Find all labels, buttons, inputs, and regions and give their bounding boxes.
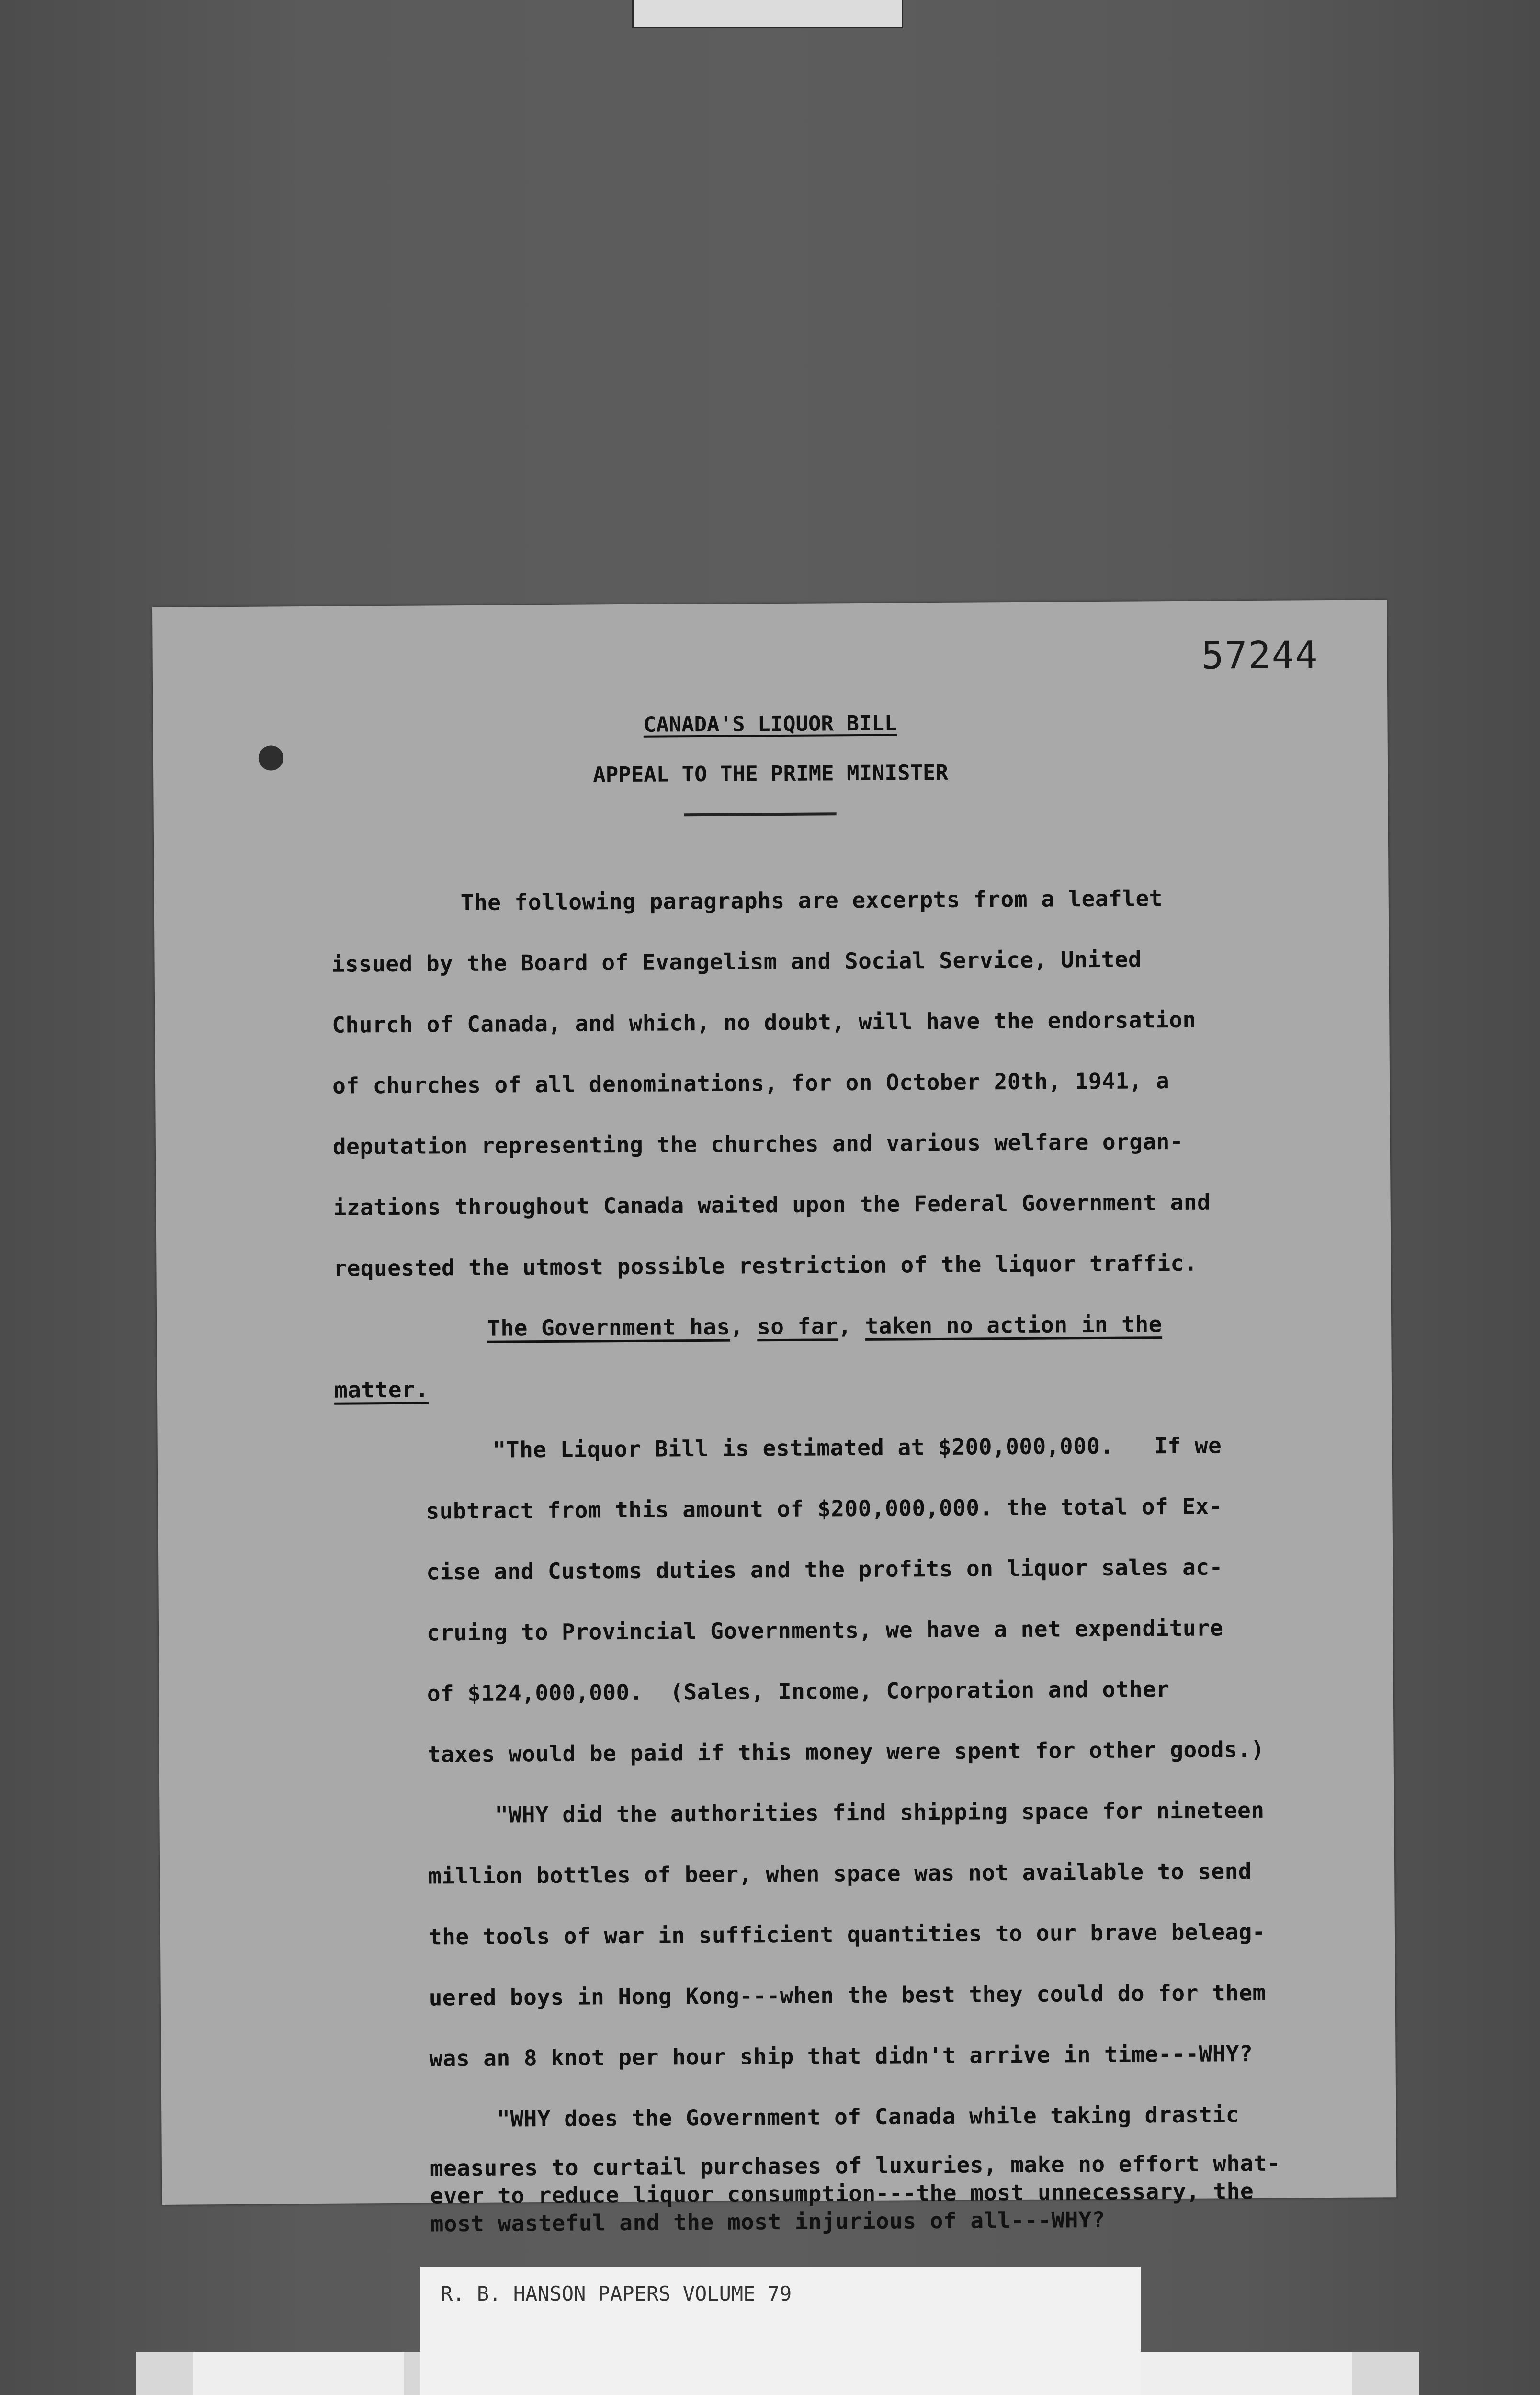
quote-line: uered boys in Hong Kong---when the best they could do for them — [429, 1979, 1266, 2011]
underlined-phrase: so far — [757, 1313, 838, 1340]
underlined-phrase: The Government has — [487, 1313, 730, 1341]
quote-line: "The Liquor Bill is estimated at $200,000,000. If we — [492, 1432, 1222, 1463]
body-line: izations throughout Canada waited upon the Federal Government and — [333, 1189, 1211, 1220]
body-line: requested the utmost possible restriction of the liquor traffic. — [333, 1250, 1198, 1281]
quote-line: million bottles of beer, when space was not available to send — [428, 1858, 1252, 1889]
quote-line: most wasteful and the most injurious of all---WHY? — [430, 2206, 1106, 2237]
quote-line: of $124,000,000. (Sales, Income, Corporation and other — [427, 1676, 1170, 1707]
quote-line: "WHY does the Government of Canada while taking drastic — [497, 2101, 1240, 2132]
quote-line: was an 8 knot per hour ship that didn't arrive in time---WHY? — [429, 2041, 1253, 2072]
body-line: of churches of all denominations, for on October 20th, 1941, a — [332, 1068, 1170, 1099]
underlined-phrase: taken no action in the — [865, 1311, 1163, 1339]
top-tab-strip — [632, 0, 903, 28]
collection-label — [420, 2267, 1141, 2395]
separator: , — [730, 1313, 758, 1340]
tape-strip — [136, 2352, 193, 2395]
quote-line: cise and Customs duties and the profits on liquor sales ac- — [426, 1554, 1223, 1585]
underlined-sentence — [487, 1310, 1162, 1343]
underlined-sentence-end — [334, 1375, 429, 1404]
body-line: issued by the Board of Evangelism and Social Service, United — [331, 946, 1142, 977]
quote-line: ever to reduce liquor consumption---the most unnecessary, the — [430, 2178, 1254, 2209]
folio-number: 57244 — [1201, 634, 1319, 678]
body-line: The following paragraphs are excerpts from a leaflet — [460, 885, 1163, 916]
quote-line: measures to curtail purchases of luxuries, make no effort what- — [430, 2150, 1281, 2181]
tape-strip — [1352, 2352, 1419, 2395]
quote-line: "WHY did the authorities find shipping space for nineteen — [495, 1797, 1265, 1828]
document-subtitle: APPEAL TO THE PRIME MINISTER — [593, 760, 949, 787]
underlined-phrase: matter. — [334, 1376, 429, 1403]
separator: , — [838, 1312, 865, 1339]
quote-line: the tools of war in sufficient quantities to our brave beleag- — [428, 1918, 1266, 1950]
title-divider — [684, 812, 837, 816]
quote-line: subtract from this amount of $200,000,000. the total of Ex- — [426, 1493, 1223, 1524]
quote-line: taxes would be paid if this money were spent for other goods.) — [427, 1736, 1265, 1768]
body-line: deputation representing the churches and various welfare organ- — [332, 1128, 1184, 1160]
collection-label-text: R. B. HANSON PAPERS VOLUME 79 — [441, 2282, 792, 2305]
body-line: Church of Canada, and which, no doubt, will have the endorsation — [332, 1006, 1196, 1038]
document-title: CANADA'S LIQUOR BILL — [643, 711, 897, 737]
quote-line: cruing to Provincial Governments, we have a net expenditure — [426, 1615, 1223, 1646]
document-page — [152, 600, 1396, 2237]
